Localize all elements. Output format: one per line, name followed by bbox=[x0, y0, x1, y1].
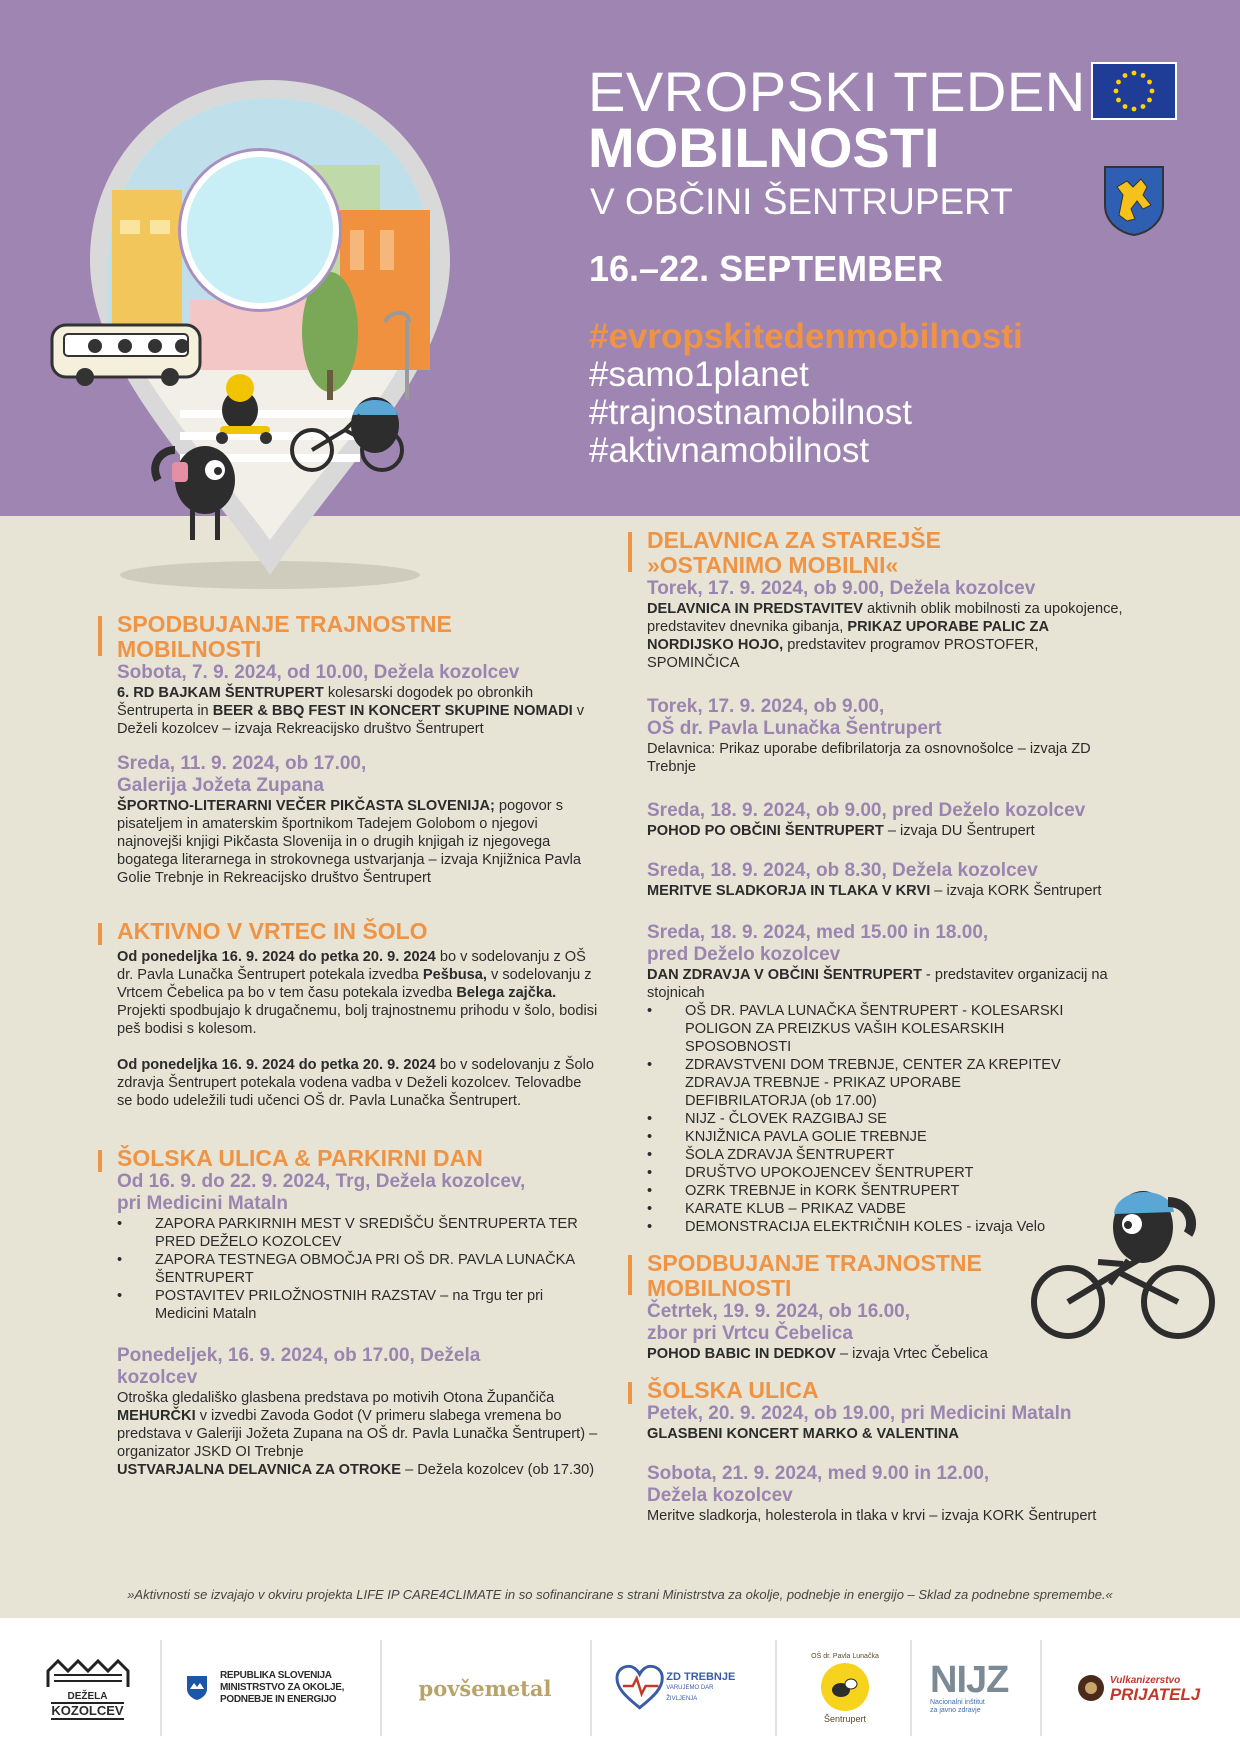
event-text: Delavnica: Prikaz uporabe defibrilatorja za osnovnošolce – izvaja ZD Trebnje bbox=[647, 741, 1091, 775]
section-bar bbox=[98, 923, 102, 945]
section-title: SPODBUJANJE TRAJNOSTNE bbox=[117, 611, 452, 637]
event-heading: zbor pri Vrtcu Čebelica bbox=[647, 1323, 853, 1344]
event-text-part: predstavitev programov PROSTOFER, SPOMINČICA bbox=[647, 637, 1039, 671]
cyclist-illustration bbox=[1028, 1172, 1218, 1342]
mobility-illustration bbox=[50, 70, 530, 590]
event-text-part: bo v sodelovanju z OŠ dr. Pavla Lunačka Šentrupert potekala izvedba bbox=[117, 949, 586, 983]
event-heading: Sreda, 18. 9. 2024, ob 9.00, pred Deželo kozolcev bbox=[647, 800, 1086, 821]
event-heading: Sobota, 21. 9. 2024, med 9.00 in 12.00, bbox=[647, 1463, 990, 1484]
event-text-bold: 6. RD BAJKAM ŠENTRUPERT bbox=[117, 685, 324, 701]
event-text bbox=[117, 684, 598, 738]
logo-dezela-kozolcev bbox=[40, 1648, 135, 1728]
event-list bbox=[117, 1215, 598, 1323]
event-text-bold: DAN ZDRAVJA V OBČINI ŠENTRUPERT bbox=[647, 967, 922, 983]
event-text-bold: MEHURČKI bbox=[117, 1408, 196, 1424]
event-heading: Sreda, 18. 9. 2024, ob 8.30, Dežela kozolcev bbox=[647, 860, 1038, 881]
event-heading: Sreda, 11. 9. 2024, ob 17.00, bbox=[117, 753, 367, 774]
event-text-bold: DELAVNICA IN PREDSTAVITEV bbox=[647, 601, 863, 617]
event-heading: Torek, 17. 9. 2024, ob 9.00, bbox=[647, 696, 885, 717]
event-text bbox=[117, 1389, 598, 1479]
event-text bbox=[647, 600, 1128, 672]
logo-ministry bbox=[186, 1648, 356, 1728]
event-text: Meritve sladkorja, holesterola in tlaka v krvi – izvaja KORK Šentrupert bbox=[647, 1508, 1097, 1524]
municipality-crest-icon bbox=[1103, 165, 1165, 237]
event-text-part: Projekti spodbujajo k drugačnemu, bolj trajnostnemu prihodu v šolo, bodisi peš bodisi s kolesom. bbox=[117, 1003, 598, 1037]
section-solska-ulica-parkirni bbox=[98, 1146, 598, 1479]
section-title: DELAVNICA ZA STAREJŠE bbox=[647, 527, 941, 553]
section-delavnica-starejse bbox=[628, 528, 1128, 1236]
event-text bbox=[647, 966, 1128, 1002]
title-line-2: MOBILNOSTI bbox=[588, 116, 940, 179]
event-heading: Ponedeljek, 16. 9. 2024, ob 17.00, Dežela bbox=[117, 1345, 481, 1366]
event-text-bold: ŠPORTNO-LITERARNI VEČER PIKČASTA SLOVENIJA; bbox=[117, 798, 495, 814]
event-dates: 16.–22. SEPTEMBER bbox=[589, 248, 944, 289]
section-bar bbox=[98, 1150, 102, 1172]
section-title: MOBILNOSTI bbox=[647, 1275, 792, 1301]
event-heading: Od 16. 9. do 22. 9. 2024, Trg, Dežela kozolcev, bbox=[117, 1171, 526, 1192]
event-text-part: pogovor s pisateljem in amaterskim športnikom Tadejem Golobom o njegovi najnovejši knjigi Pikčasta Slovenija in o drugih knjigah iz njegovega bogatega literarnega in strokovnega ustvarjanja – izvaja Knjižnica Pavla Golie Trebnje in Rekreacijsko društvo Šentrupert bbox=[117, 798, 582, 886]
event-heading: Galerija Jožeta Zupana bbox=[117, 775, 324, 796]
logo-text: DEŽELA bbox=[67, 1690, 108, 1702]
hashtag-list bbox=[589, 318, 1023, 470]
logo-os-sentrupert bbox=[795, 1648, 895, 1728]
section-title: ŠOLSKA ULICA & PARKIRNI DAN bbox=[117, 1145, 483, 1171]
left-column bbox=[98, 612, 598, 1479]
right-column bbox=[628, 528, 1128, 1525]
section-title: MOBILNOSTI bbox=[117, 636, 262, 662]
logo-text: MINISTRSTVO ZA OKOLJE, bbox=[220, 1682, 345, 1693]
event-heading: Sreda, 18. 9. 2024, med 15.00 in 18.00, bbox=[647, 922, 989, 943]
title-line-3: V OBČINI ŠENTRUPERT bbox=[590, 181, 1013, 222]
list-item: • KNJIŽNICA PAVLA GOLIE TREBNJE bbox=[647, 1128, 1067, 1146]
heart-icon bbox=[615, 1664, 664, 1712]
logo-povsemetal bbox=[400, 1648, 570, 1728]
event-text-bold: GLASBENI KONCERT MARKO & VALENTINA bbox=[647, 1426, 959, 1442]
section-spodbujanje bbox=[98, 612, 598, 887]
sponsor-footer bbox=[0, 1618, 1240, 1754]
section-title: ŠOLSKA ULICA bbox=[647, 1377, 819, 1403]
event-text-part: – izvaja DU Šentrupert bbox=[883, 823, 1035, 839]
event-heading: Torek, 17. 9. 2024, ob 9.00, Dežela kozolcev bbox=[647, 578, 1036, 599]
logo-text: Šentrupert bbox=[823, 1713, 867, 1724]
event-text-part: v Deželi kozolcev – izvaja Rekreacijsko društvo Šentrupert bbox=[117, 703, 585, 737]
event-heading: Petek, 20. 9. 2024, ob 19.00, pri Medicini Mataln bbox=[647, 1403, 1072, 1424]
event-heading: pred Deželo kozolcev bbox=[647, 944, 841, 965]
event-text bbox=[647, 882, 1128, 900]
slovenia-crest-icon bbox=[186, 1675, 208, 1701]
section-solska-ulica bbox=[628, 1378, 1128, 1525]
event-text-bold: USTVARJALNA DELAVNICA ZA OTROKE bbox=[117, 1462, 402, 1478]
event-heading: OŠ dr. Pavla Lunačka Šentrupert bbox=[647, 718, 942, 739]
event-text-bold: Belega zajčka. bbox=[456, 985, 557, 1001]
event-text bbox=[117, 797, 598, 887]
logo-text: Nacionalni inštitut bbox=[930, 1699, 985, 1706]
footer-divider bbox=[1040, 1640, 1042, 1736]
footer-divider bbox=[775, 1640, 777, 1736]
list-item: • POSTAVITEV PRILOŽNOSTNIH RAZSTAV – na Trgu ter pri Medicini Mataln bbox=[117, 1287, 598, 1323]
bee-icon bbox=[815, 1660, 875, 1714]
event-text-bold: Od ponedeljka 16. 9. 2024 do petka 20. 9. 2024 bbox=[117, 949, 436, 965]
event-text-bold: MERITVE SLADKORJA IN TLAKA V KRVI bbox=[647, 883, 931, 899]
event-heading: kozolcev bbox=[117, 1367, 198, 1388]
section-title: »OSTANIMO MOBILNI« bbox=[647, 552, 899, 578]
footer-divider bbox=[910, 1640, 912, 1736]
logo-zd-trebnje bbox=[615, 1648, 745, 1728]
logo-text: PODNEBJE IN ENERGIJO bbox=[220, 1694, 337, 1705]
list-item: • ZAPORA PARKIRNIH MEST V SREDIŠČU ŠENTRUPERTA TER PRED DEŽELO KOZOLCEV bbox=[117, 1215, 598, 1251]
logo-text: ZD TREBNJE bbox=[666, 1670, 736, 1683]
event-text-bold: Pešbusa, bbox=[422, 967, 487, 983]
footnote: »Aktivnosti se izvajajo v okviru projekta LIFE IP CARE4CLIMATE in so sofinancirane s strani Ministrstva za okolje, podnebje in energijo – Sklad za podnebne spremembe.« bbox=[127, 1587, 1113, 1602]
logo-nijz bbox=[930, 1648, 1015, 1728]
section-bar bbox=[628, 1255, 632, 1295]
list-item: • DRUŠTVO UPOKOJENCEV ŠENTRUPERT bbox=[647, 1164, 1067, 1182]
title-line-1: EVROPSKI TEDEN bbox=[588, 60, 1086, 123]
logo-text: OŠ dr. Pavla Lunačka bbox=[811, 1652, 879, 1660]
list-item: • NIJZ - ČLOVEK RAZGIBAJ SE bbox=[647, 1110, 1067, 1128]
event-text bbox=[647, 1345, 1128, 1363]
hashtag: #samo1planet bbox=[589, 355, 809, 394]
event-text bbox=[647, 822, 1128, 840]
section-title: AKTIVNO V VRTEC IN ŠOLO bbox=[117, 918, 428, 944]
kozolec-icon bbox=[44, 1657, 132, 1691]
footer-divider bbox=[590, 1640, 592, 1736]
event-heading: Sobota, 7. 9. 2024, od 10.00, Dežela kozolcev bbox=[117, 662, 520, 683]
event-text-part: – izvaja Vrtec Čebelica bbox=[835, 1346, 988, 1362]
event-text-part: kolesarski dogodek po obronkih Šentruperta in bbox=[117, 685, 534, 719]
event-text-bold: POHOD BABIC IN DEDKOV bbox=[647, 1346, 836, 1362]
list-item: • ZDRAVSTVENI DOM TREBNJE, CENTER ZA KREPITEV ZDRAVJA TREBNJE - PRIKAZ UPORABE DEFIBRILATORJA (ob 17.00) bbox=[647, 1056, 1067, 1110]
event-text-part: - predstavitev organizacij na stojnicah bbox=[647, 967, 1108, 1001]
event-text-part: – Dežela kozolcev (ob 17.30) bbox=[401, 1462, 595, 1478]
hashtag: #evropskitedenmobilnosti bbox=[589, 317, 1023, 356]
logo-text: Vulkanizerstvo bbox=[1109, 1675, 1181, 1686]
event-heading: Dežela kozolcev bbox=[647, 1485, 793, 1506]
event-text bbox=[117, 948, 598, 1038]
event-text bbox=[117, 1056, 598, 1110]
event-text bbox=[647, 1425, 1128, 1443]
event-text-bold: PRIKAZ UPORABE PALIC ZA NORDIJSKO HOJO, bbox=[647, 619, 1049, 653]
logo-text: KOZOLCEV bbox=[51, 1702, 124, 1718]
section-bar bbox=[98, 616, 102, 656]
list-item: • KARATE KLUB – PRIKAZ VADBE bbox=[647, 1200, 1067, 1218]
logo-vulkanizerstvo-prijatelj bbox=[1068, 1648, 1208, 1728]
list-item: • OŠ DR. PAVLA LUNAČKA ŠENTRUPERT - KOLESARSKI POLIGON ZA PREIZKUS VAŠIH KOLESARSKIH SPOSOBNOSTI bbox=[647, 1002, 1067, 1056]
list-item: • OZRK TREBNJE in KORK ŠENTRUPERT bbox=[647, 1182, 1067, 1200]
section-title: SPODBUJANJE TRAJNOSTNE bbox=[647, 1250, 982, 1276]
logo-text: za javno zdravje bbox=[930, 1707, 981, 1714]
eu-flag-icon bbox=[1091, 62, 1177, 120]
section-bar bbox=[628, 532, 632, 572]
logo-text: NIJZ bbox=[930, 1659, 1009, 1701]
tire-icon bbox=[1076, 1673, 1106, 1703]
hashtag: #trajnostnamobilnost bbox=[589, 393, 912, 432]
event-text-part: Otroška gledališko glasbena predstava po motivih Otona Župančiča bbox=[117, 1390, 555, 1406]
event-text-part: – izvaja KORK Šentrupert bbox=[930, 883, 1102, 899]
event-heading: Četrtek, 19. 9. 2024, ob 16.00, bbox=[647, 1301, 910, 1322]
list-item: • ZAPORA TESTNEGA OBMOČJA PRI OŠ DR. PAVLA LUNAČKA ŠENTRUPERT bbox=[117, 1251, 598, 1287]
footer-divider bbox=[380, 1640, 382, 1736]
list-item: • DEMONSTRACIJA ELEKTRIČNIH KOLES - izvaja Velo bbox=[647, 1218, 1067, 1236]
logo-text: PRIJATELJ bbox=[1109, 1685, 1201, 1704]
hashtag: #aktivnamobilnost bbox=[589, 431, 870, 470]
footer-divider bbox=[160, 1640, 162, 1736]
logo-text: povšemetal bbox=[418, 1675, 552, 1701]
event-heading: pri Medicini Mataln bbox=[117, 1193, 289, 1214]
logo-text: REPUBLIKA SLOVENIJA bbox=[220, 1670, 332, 1681]
event-list bbox=[647, 1002, 1067, 1236]
event-text-bold: POHOD PO OBČINI ŠENTRUPERT bbox=[647, 823, 884, 839]
event-text-part: v sodelovanju z Vrtcem Čebelica pa bo v tem času potekala izvedba bbox=[117, 967, 592, 1001]
event-text-part: bo v sodelovanju z Šolo zdravja Šentrupert potekala vodena vadba v Deželi kozolcev. Telovadbe se bodo udeležili tudi učenci OŠ dr. Pavla Lunačka Šentrupert. bbox=[117, 1057, 594, 1109]
event-text-bold: BEER & BBQ FEST IN KONCERT SKUPINE NOMADI bbox=[212, 703, 573, 719]
event-text-part: aktivnih oblik mobilnosti za upokojence, predstavitev dnevnika gibanja, bbox=[647, 601, 1123, 635]
list-item: • ŠOLA ZDRAVJA ŠENTRUPERT bbox=[647, 1146, 1067, 1164]
section-bar bbox=[628, 1382, 632, 1404]
section-vrtec-solo bbox=[98, 919, 598, 1110]
logo-text: VARUJEMO DAR ŽIVLJENJA bbox=[666, 1684, 714, 1702]
event-text-part: v izvedbi Zavoda Godot (V primeru slabega vremena bo predstava v Galeriji Jožeta Zupana na OŠ dr. Pavla Lunačka Šentrupert) – organizator JSKD OI Trebnje bbox=[117, 1408, 598, 1460]
event-text-bold: Od ponedeljka 16. 9. 2024 do petka 20. 9. 2024 bbox=[117, 1057, 436, 1073]
